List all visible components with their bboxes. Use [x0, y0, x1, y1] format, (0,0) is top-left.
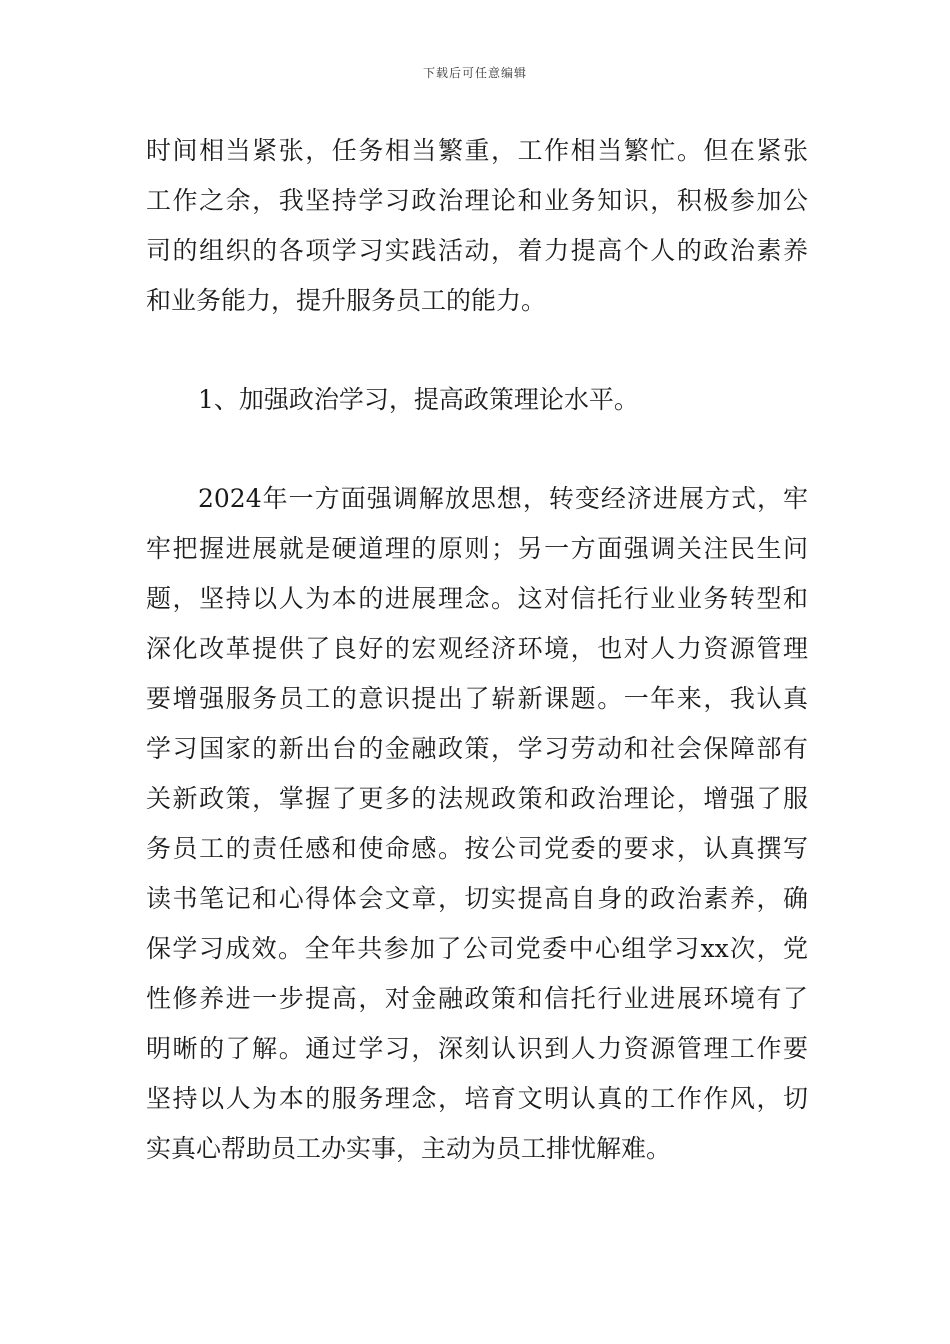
paragraph-gap: [146, 425, 808, 474]
text-line: 性修养进一步提高，对金融政策和信托行业进展环境有了: [146, 984, 808, 1013]
text-line: 务员工的责任感和使命感。按公司党委的要求，认真撰写: [146, 834, 808, 863]
text-line: 和业务能力，提升服务员工的能力。: [146, 286, 547, 315]
text-line: 司的组织的各项学习实践活动，着力提高个人的政治素养: [146, 236, 808, 265]
paragraph-gap: [146, 326, 808, 375]
text-line: 保学习成效。全年共参加了公司党委中心组学习xx次，党: [146, 934, 808, 963]
text-line: 工作之余，我坚持学习政治理论和业务知识，积极参加公: [146, 186, 808, 215]
text-line: 要增强服务员工的意识提出了崭新课题。一年来，我认真: [146, 684, 808, 713]
heading-line: 1、加强政治学习，提高政策理论水平。: [198, 385, 639, 414]
text-line: 2024年一方面强调解放思想，转变经济进展方式，牢: [198, 484, 808, 513]
text-line: 时间相当紧张，任务相当繁重，工作相当繁忙。但在紧张: [146, 136, 808, 165]
paragraph-body: [146, 474, 808, 1174]
text-line: 牢把握进展就是硬道理的原则；另一方面强调关注民生问: [146, 534, 808, 563]
text-line: 读书笔记和心得体会文章，切实提高自身的政治素养，确: [146, 884, 808, 913]
section-heading: [146, 375, 808, 425]
paragraph-intro: [146, 126, 808, 326]
text-line: 实真心帮助员工办实事，主动为员工排忧解难。: [146, 1134, 672, 1163]
text-line: 题，坚持以人为本的进展理念。这对信托行业业务转型和: [146, 584, 808, 613]
document-body: [146, 126, 808, 1174]
text-line: 学习国家的新出台的金融政策，学习劳动和社会保障部有: [146, 734, 808, 763]
text-line: 明晰的了解。通过学习，深刻认识到人力资源管理工作要: [146, 1034, 808, 1063]
text-line: 关新政策，掌握了更多的法规政策和政治理论，增强了服: [146, 784, 808, 813]
page-header: 下载后可任意编辑: [422, 66, 527, 80]
text-line: 深化改革提供了良好的宏观经济环境，也对人力资源管理: [146, 634, 808, 663]
text-line: 坚持以人为本的服务理念，培育文明认真的工作作风，切: [146, 1084, 808, 1113]
